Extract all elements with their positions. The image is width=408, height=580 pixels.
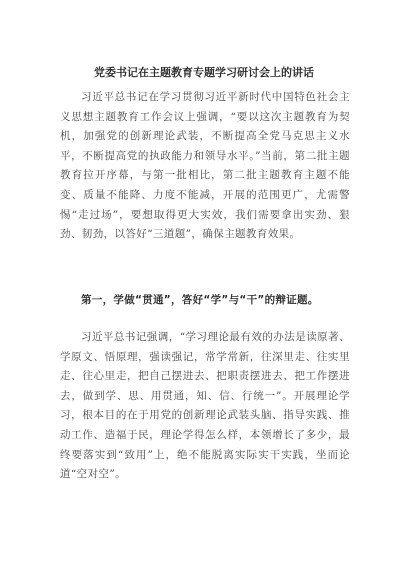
paragraph-section-1: 习近平总书记强调，“学习理论最有效的办法是读原著、学原文、悟原理，强读强记，常学常新，往深里走、往实里走、往心里走，把自己摆进去、把职责摆进去、把工作摆进去，做到学、思、用贯通，知、信、行统一”。开展理论学习，根本目的在于用党的创新理论武装头脑、指导实践、推动工作、造福于民，理论学得怎么样，本领增长了多少，最终要落实到“致用”上，绝不能脱离实际实干实践，坐而论道“空对空”。: [60, 331, 350, 481]
paragraph-intro: 习近平总书记在学习贯彻习近平新时代中国特色社会主义思想主题教育工作会议上强调，“要以这次主题教育为契机，加强党的创新理论武装，不断提高全党马克思主义水平，不断提高党的执政能力和领导水平。”当前，第二批主题教育拉开序幕，与第一批相比，第二批主题教育主题不能变、质量不能降、力度不能减，开展的范围更广，尤需警惕“走过场”，要想取得更大实效，我们需要拿出实劲、狠劲、韧劲，以答好“三道题”，确保主题教育效果。: [60, 91, 350, 241]
document-title: 党委书记在主题教育专题学习研讨会上的讲话: [94, 66, 314, 79]
section-heading-1: 第一，学做“贯通”，答好“学”与“干”的辩证题。: [81, 294, 319, 306]
